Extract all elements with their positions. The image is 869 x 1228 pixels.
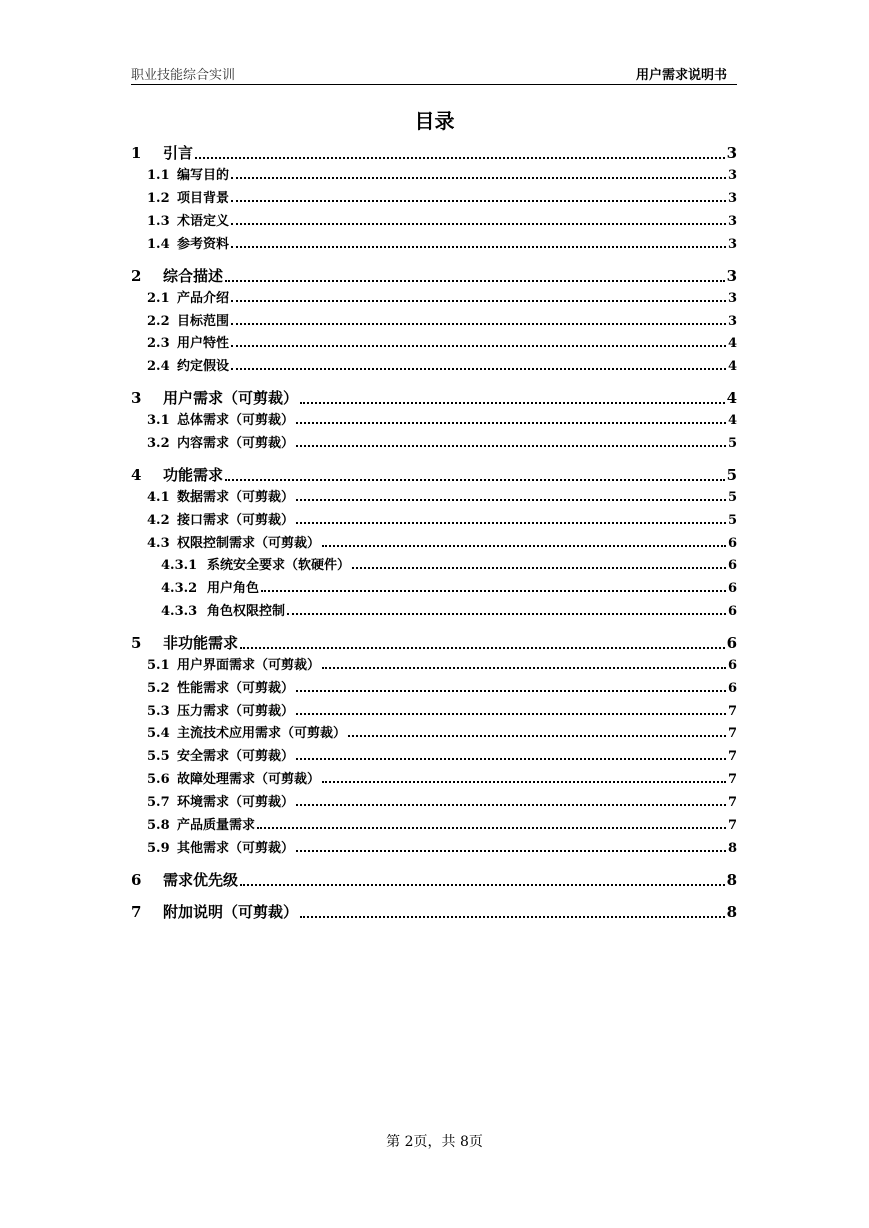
toc-entry-number: 2.2 <box>147 314 170 329</box>
toc-entry-number: 3.2 <box>147 436 170 451</box>
toc-dot-leader <box>348 734 726 737</box>
toc-entry-number: 5.1 <box>147 658 170 673</box>
toc-entry[interactable] <box>131 532 737 551</box>
toc-dot-leader <box>296 421 726 424</box>
toc-entry[interactable] <box>131 432 737 451</box>
toc-dot-leader <box>296 803 726 806</box>
toc-entry-page: 3 <box>727 237 737 252</box>
toc-dot-leader <box>257 826 726 829</box>
toc-entry-number: 1.2 <box>147 191 170 206</box>
toc-entry-page: 6 <box>727 536 737 551</box>
toc-entry-number: 2.4 <box>147 359 170 374</box>
toc-entry-number: 4.1 <box>147 490 170 505</box>
toc-entry-number: 5.5 <box>147 749 170 764</box>
toc-dot-leader <box>261 589 726 592</box>
toc-dot-leader <box>300 915 725 918</box>
toc-entry-number: 4 <box>131 466 142 484</box>
toc-entry-page: 6 <box>727 681 737 696</box>
toc-entry-title: 权限控制需求（可剪裁） <box>177 536 321 551</box>
toc-entry[interactable] <box>131 768 737 787</box>
toc-dot-leader <box>296 757 726 760</box>
toc-entry-page: 3 <box>727 291 737 306</box>
toc-entry-page: 7 <box>727 749 737 764</box>
toc-title: 目录 <box>414 109 455 133</box>
toc-entry[interactable] <box>131 265 737 286</box>
toc-entry[interactable] <box>131 332 737 351</box>
toc-entry-title: 产品介绍 <box>177 291 230 306</box>
toc-entry-number: 5.6 <box>147 772 170 787</box>
toc-entry[interactable] <box>131 722 737 741</box>
toc-entry-title: 环境需求（可剪裁） <box>177 795 295 810</box>
toc-dot-leader <box>296 521 726 524</box>
toc-entry-number: 5.3 <box>147 704 170 719</box>
header-doc-title: 用户需求说明书 <box>635 68 727 83</box>
toc-dot-leader <box>240 646 725 649</box>
toc-entry-title: 用户角色 <box>207 581 260 596</box>
toc-entry-page: 4 <box>727 413 737 428</box>
toc-entry[interactable] <box>131 869 737 890</box>
toc-entry[interactable] <box>131 700 737 719</box>
toc-entry-page: 8 <box>726 903 737 921</box>
toc-entry-number: 7 <box>131 903 142 921</box>
toc-entry-number: 4.3.1 <box>161 558 198 573</box>
toc-entry-title: 非功能需求 <box>163 634 239 652</box>
toc-dot-leader <box>322 666 726 669</box>
toc-dot-leader <box>296 849 726 852</box>
toc-dot-leader <box>231 176 726 179</box>
toc-entry-title: 其他需求（可剪裁） <box>177 841 295 856</box>
toc-entry[interactable] <box>131 677 737 696</box>
toc-entry[interactable] <box>131 164 737 183</box>
toc-entry-title: 项目背景 <box>177 191 230 206</box>
toc-entry-title: 数据需求（可剪裁） <box>177 490 295 505</box>
toc-entry-title: 功能需求 <box>163 466 224 484</box>
toc-entry-title: 编写目的 <box>177 168 230 183</box>
toc-entry[interactable] <box>131 577 737 596</box>
toc-entry-page: 3 <box>727 214 737 229</box>
toc-entry-page: 8 <box>726 871 737 889</box>
toc-entry-title: 参考资料 <box>177 237 230 252</box>
toc-entry-title: 内容需求（可剪裁） <box>177 436 295 451</box>
toc-entry-page: 7 <box>727 795 737 810</box>
toc-entry-title: 用户界面需求（可剪裁） <box>177 658 321 673</box>
toc-entry[interactable] <box>131 187 737 206</box>
toc-entry-page: 5 <box>727 490 737 505</box>
toc-entry-number: 4.3.3 <box>161 604 198 619</box>
toc-entry-title: 总体需求（可剪裁） <box>177 413 295 428</box>
toc-entry-page: 7 <box>727 818 737 833</box>
toc-entry-number: 2.3 <box>147 336 170 351</box>
toc-entry-number: 5.2 <box>147 681 170 696</box>
toc-entry-title: 接口需求（可剪裁） <box>177 513 295 528</box>
toc-dot-leader <box>231 222 726 225</box>
toc-entry[interactable] <box>131 142 737 163</box>
toc-entry-title: 需求优先级 <box>163 871 239 889</box>
toc-entry[interactable] <box>131 600 737 619</box>
toc-entry-page: 5 <box>726 466 737 484</box>
toc-entry-page: 7 <box>727 704 737 719</box>
toc-entry-title: 引言 <box>163 144 194 162</box>
toc-entry-number: 1.4 <box>147 237 170 252</box>
toc-entry[interactable] <box>131 210 737 229</box>
toc-entry[interactable] <box>131 554 737 573</box>
toc-entry-number: 5 <box>131 634 142 652</box>
toc-entry[interactable] <box>131 814 737 833</box>
toc-entry[interactable] <box>131 837 737 856</box>
toc-entry-number: 2.1 <box>147 291 170 306</box>
toc-entry-page: 6 <box>727 558 737 573</box>
toc-dot-leader <box>322 780 726 783</box>
toc-entry[interactable] <box>131 632 737 653</box>
header-course-name: 职业技能综合实训 <box>131 68 236 83</box>
toc-dot-leader <box>195 156 725 159</box>
toc-entry-number: 3 <box>131 389 142 407</box>
toc-entry-title: 安全需求（可剪裁） <box>177 749 295 764</box>
toc-dot-leader <box>352 566 726 569</box>
toc-entry-page: 3 <box>727 191 737 206</box>
toc-dot-leader <box>296 712 726 715</box>
toc-entry-title: 术语定义 <box>177 214 230 229</box>
toc-entry-page: 8 <box>727 841 737 856</box>
toc-entry-number: 5.4 <box>147 726 170 741</box>
toc-entry-page: 6 <box>727 581 737 596</box>
toc-entry[interactable] <box>131 409 737 428</box>
page-header <box>131 62 737 85</box>
toc-entry-page: 3 <box>727 314 737 329</box>
toc-dot-leader <box>231 322 726 325</box>
toc-dot-leader <box>240 883 725 886</box>
toc-entry-title: 综合描述 <box>163 267 224 285</box>
toc-entry-title: 产品质量需求 <box>177 818 256 833</box>
toc-entry-title: 主流技术应用需求（可剪裁） <box>177 726 347 741</box>
toc-entry-number: 1 <box>131 144 142 162</box>
toc-entry-number: 5.7 <box>147 795 170 810</box>
toc-dot-leader <box>231 344 726 347</box>
toc-dot-leader <box>231 299 726 302</box>
toc-entry-number: 5.9 <box>147 841 170 856</box>
toc-entry-page: 5 <box>727 436 737 451</box>
toc-entry-title: 性能需求（可剪裁） <box>177 681 295 696</box>
toc-entry-number: 4.3 <box>147 536 170 551</box>
toc-dot-leader <box>225 478 725 481</box>
toc-entry-number: 1.1 <box>147 168 170 183</box>
toc-entry-number: 6 <box>131 871 142 889</box>
toc-entry-page: 7 <box>727 726 737 741</box>
toc-entry-title: 用户特性 <box>177 336 230 351</box>
toc-dot-leader <box>231 367 726 370</box>
toc-dot-leader <box>296 444 726 447</box>
toc-dot-leader <box>225 279 725 282</box>
toc-entry-number: 1.3 <box>147 214 170 229</box>
toc-entry-page: 6 <box>727 604 737 619</box>
toc-entry-page: 6 <box>726 634 737 652</box>
toc-entry[interactable] <box>131 486 737 505</box>
toc-entry-page: 3 <box>726 144 737 162</box>
toc-entry-title: 用户需求（可剪裁） <box>163 389 299 407</box>
toc-entry-number: 4.2 <box>147 513 170 528</box>
toc-entry-title: 压力需求（可剪裁） <box>177 704 295 719</box>
toc-entry-title: 系统安全要求（软硬件） <box>207 558 351 573</box>
toc-entry-number: 3.1 <box>147 413 170 428</box>
toc-dot-leader <box>300 401 725 404</box>
toc-entry-page: 4 <box>726 389 737 407</box>
toc-entry-title: 附加说明（可剪裁） <box>163 903 299 921</box>
toc-entry-title: 故障处理需求（可剪裁） <box>177 772 321 787</box>
toc-entry-page: 4 <box>727 359 737 374</box>
toc-entry-page: 4 <box>727 336 737 351</box>
toc-entry[interactable] <box>131 509 737 528</box>
toc-entry-title: 约定假设 <box>177 359 230 374</box>
toc-entry[interactable] <box>131 654 737 673</box>
toc-entry[interactable] <box>131 901 737 922</box>
toc-entry-page: 3 <box>726 267 737 285</box>
toc-entry[interactable] <box>131 791 737 810</box>
toc-entry[interactable] <box>131 233 737 252</box>
toc-dot-leader <box>287 612 726 615</box>
toc-dot-leader <box>231 245 726 248</box>
toc-entry[interactable] <box>131 287 737 306</box>
page-footer: 第 2页，共 8页 <box>386 1134 483 1150</box>
toc-entry-number: 2 <box>131 267 142 285</box>
toc-entry-number: 4.3.2 <box>161 581 198 596</box>
toc-entry-page: 7 <box>727 772 737 787</box>
toc-dot-leader <box>322 544 726 547</box>
toc-entry[interactable] <box>131 387 737 408</box>
toc-dot-leader <box>296 498 726 501</box>
toc-entry-title: 角色权限控制 <box>207 604 286 619</box>
toc-dot-leader <box>296 689 726 692</box>
toc-entry-number: 5.8 <box>147 818 170 833</box>
toc-entry-page: 3 <box>727 168 737 183</box>
toc-entry[interactable] <box>131 355 737 374</box>
toc-entry-page: 6 <box>727 658 737 673</box>
toc-entry[interactable] <box>131 464 737 485</box>
toc-entry[interactable] <box>131 310 737 329</box>
toc-dot-leader <box>231 199 726 202</box>
toc-entry-page: 5 <box>727 513 737 528</box>
toc-entry-title: 目标范围 <box>177 314 230 329</box>
toc-entry[interactable] <box>131 745 737 764</box>
